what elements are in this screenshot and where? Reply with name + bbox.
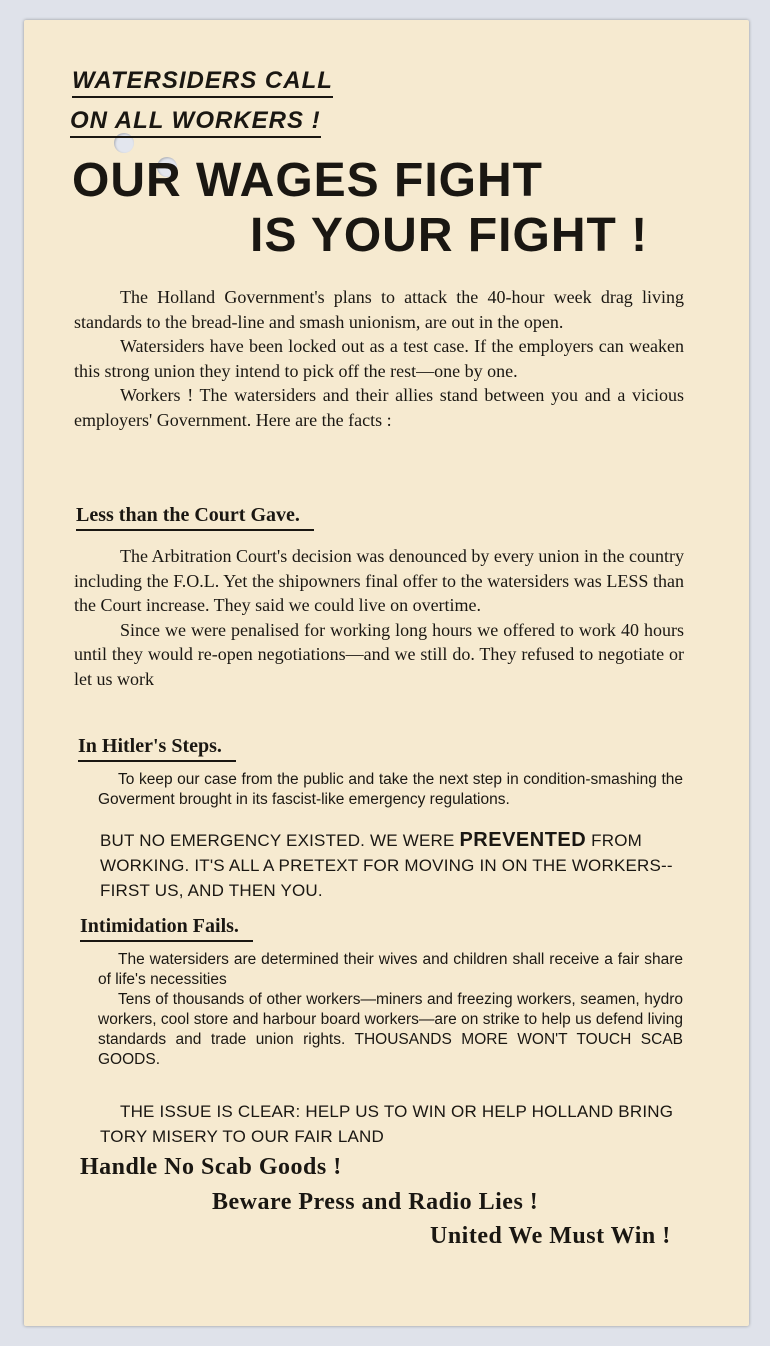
section-heading-intimidation: Intimidation Fails.	[80, 912, 253, 942]
kicker-line-2: ON ALL WORKERS !	[70, 106, 321, 138]
kicker-line-1: WATERSIDERS CALL	[72, 66, 333, 98]
section-heading-hitler: In Hitler's Steps.	[78, 732, 236, 762]
emergency-statement	[100, 828, 700, 903]
intimidation-text	[98, 950, 683, 1070]
hitler-paragraph: To keep our case from the public and take the next step in condition-smashing the Goverment brought in its fascist-like emergency regulations.	[98, 771, 683, 808]
section-heading-court: Less than the Court Gave.	[76, 501, 314, 531]
slogan-united: United We Must Win !	[430, 1223, 671, 1249]
hitler-text	[98, 770, 683, 810]
court-text	[74, 544, 684, 691]
slogan-press-radio: Beware Press and Radio Lies !	[212, 1189, 539, 1215]
intimidation-paragraph: Tens of thousands of other workers—miners and freezing workers, seamen, hydro workers, cool store and harbour board workers—are on strike to help us defend living standards and trade union rights. THOUSANDS MORE WON'T TOUCH SCAB GOODS.	[98, 991, 683, 1068]
intro-paragraph: The Holland Government's plans to attack the 40-hour week drag living standards to the bread-line and smash unionism, are out in the open.	[74, 287, 684, 332]
headline-line-1: OUR WAGES FIGHT	[72, 154, 543, 207]
intro-paragraph: Workers ! The watersiders and their allies stand between you and a vicious employers' Government. Here are the facts :	[74, 385, 684, 430]
prevented-text: PREVENTED	[459, 829, 587, 851]
headline-line-2: IS YOUR FIGHT !	[250, 209, 649, 262]
issue-statement: THE ISSUE IS CLEAR: HELP US TO WIN OR HELP HOLLAND BRING TORY MISERY TO OUR FAIR LAND	[100, 1102, 674, 1146]
intimidation-paragraph: The watersiders are determined their wives and children shall receive a fair share of life's necessities	[98, 951, 683, 988]
emergency-text: BUT NO EMERGENCY EXISTED. WE WERE	[100, 831, 455, 850]
slogan-no-scab: Handle No Scab Goods !	[80, 1154, 342, 1180]
intro-text	[74, 285, 684, 432]
leaflet-page	[24, 20, 749, 1326]
intro-paragraph: Watersiders have been locked out as a test case. If the employers can weaken this strong union they intend to pick off the rest—one by one.	[74, 336, 684, 381]
court-paragraph: Since we were penalised for working long hours we offered to work 40 hours until they would re-open negotiations—and we still do. They refused to negotiate or let us work	[74, 619, 684, 689]
emergency-text-continued: FROM WORKING. IT'S ALL A PRETEXT FOR MOVING IN ON THE WORKERS--FIRST US, AND THEN YOU.	[100, 831, 673, 900]
court-paragraph: The Arbitration Court's decision was denounced by every union in the country including the F.O.L. Yet the shipowners final offer to the watersiders was LESS than the Court increase. They said we could live on overtime.	[74, 546, 684, 615]
